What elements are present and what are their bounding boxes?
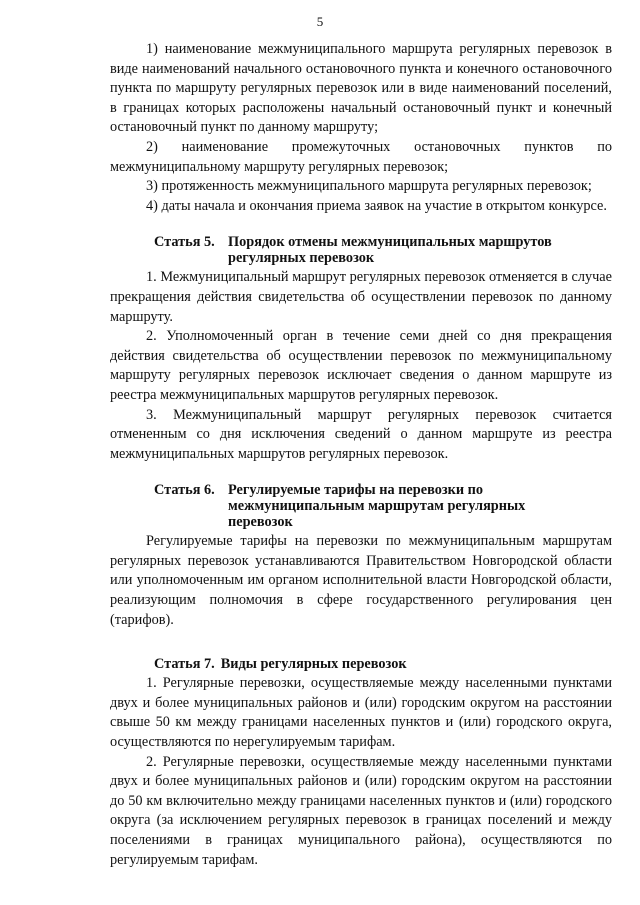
article-5-paragraph-1: 1. Межмуниципальный маршрут регулярных перевозок отменяется в случае прекращения действия свидетельства об осуществлении перевозок по данному маршруту. [110, 269, 612, 325]
intro-item-2: 2) наименование промежуточных остановочных пунктов по межмуниципальному маршруту регулярных перевозок; [110, 138, 612, 175]
intro-item-4: 4) даты начала и окончания приема заявок на участие в открытом конкурсе. [146, 197, 607, 214]
intro-item-1: 1) наименование межмуниципального маршрута регулярных перевозок в виде наименований начального остановочного пункта и конечного остановочного пункта по маршруту регулярных перевозок или в виде наименований поселений, в границах которых расположены начальный остановочный пункт и конечный остановочный пункт по данному маршруту; [110, 41, 612, 136]
document-body [110, 40, 612, 870]
intro-item-3: 3) протяженность межмуниципального маршрута регулярных перевозок; [146, 178, 592, 195]
article-5-heading [110, 234, 612, 266]
article-7-number: Статья 7. [154, 656, 215, 673]
article-5-number: Статья 5. [154, 234, 215, 251]
article-5-paragraph-2: 2. Уполномоченный орган в течение семи дней со дня прекращения действия свидетельства об осуществлении перевозок по межмуниципальному маршруту регулярных перевозок исключает сведения о данном маршруте из реестра межмуниципальных маршрутов регулярных перевозок. [110, 328, 612, 403]
article-6-title: Регулируемые тарифы на перевозки по межмуниципальным маршрутам регулярных перевозок [228, 482, 526, 531]
article-7-title: Виды регулярных перевозок [220, 656, 407, 673]
article-7-paragraph-2: 2. Регулярные перевозки, осуществляемые между населенными пунктами двух и более муниципальных районов и (или) городским округом на расстоянии до 50 км включительно между границами населенных пунктов и (или) городского округа (за исключением регулярных перевозок в границах поселений и между поселениями в границах муниципального района), осуществляются по регулируемым тарифам. [110, 753, 612, 868]
article-5-paragraph-3: 3. Межмуниципальный маршрут регулярных перевозок считается отмененным со дня исключения сведений о данном маршруте из реестра межмуниципальных маршрутов регулярных перевозок. [110, 406, 612, 462]
article-6-heading [110, 482, 612, 530]
article-6-number: Статья 6. [154, 482, 215, 499]
article-7-paragraph-1: 1. Регулярные перевозки, осуществляемые между населенными пунктами двух и более муниципальных районов и (или) городским округом на расстоянии свыше 50 км между границами населенных пунктов и (или) городского округа, осуществляются по нерегулируемым тарифам. [110, 675, 612, 751]
article-5-title: Порядок отмены межмуниципальных маршрутов регулярных перевозок [228, 234, 552, 267]
page-number: 5 [316, 14, 324, 29]
article-6-paragraph-1: Регулируемые тарифы на перевозки по межмуниципальным маршрутам регулярных перевозок устанавливаются Правительством Новгородской области или уполномоченным им органом исполнительной власти Новгородской области, реализующим полномочия в сфере государственного регулирования цен (тарифов). [110, 533, 612, 628]
article-7-heading [110, 656, 612, 672]
